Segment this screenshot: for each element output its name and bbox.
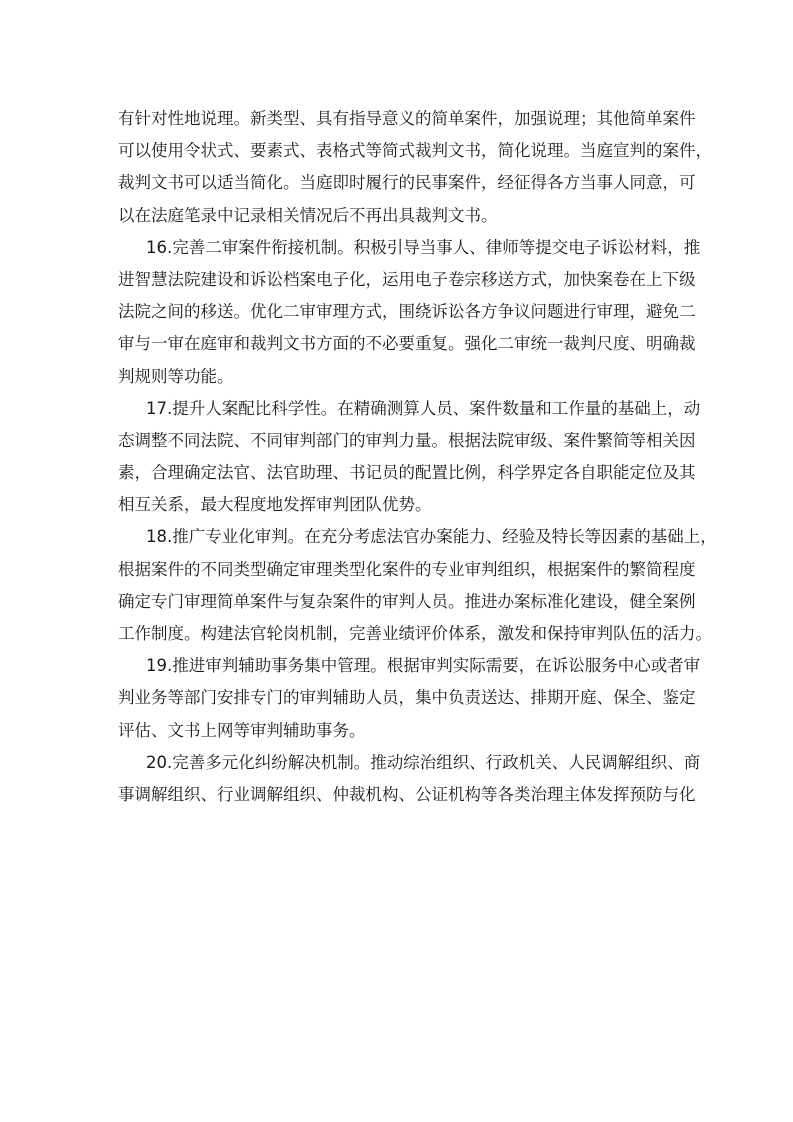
text-line: 相互关系，最大程度地发挥审判团队优势。 (118, 495, 432, 515)
text-line: 工作制度。构建法官轮岗机制，完善业绩评价体系，激发和保持审判队伍的活力。 (118, 624, 712, 643)
text-line: 进 智 慧 法 院 建 设 和 诉 讼 档 案 电 子 化 ， 运 用 电 子 卷 宗 移 送 方 式 ， 加 快 案 卷 在 上 下 级 (118, 269, 696, 289)
paragraph (118, 747, 701, 811)
paragraph (118, 393, 701, 522)
text-line: 事 调 解 组 织 、 行 业 调 解 组 织 、 仲 裁 机 构 、 公 证 机 构 等 各 类 治 理 主 体 发 挥 预 防 与 化 (118, 784, 696, 804)
text-line: 以在法庭笔录中记录相关情况后不再出具裁判文书。 (118, 205, 498, 225)
paragraph (118, 103, 712, 232)
text-line: 判 业 务 等 部 门 安 排 专 门 的 审 判 辅 助 人 员 ， 集 中 负 责 送 达 、 排 期 开 庭 、 保 全 、 鉴 定 (118, 688, 696, 708)
text-line: 1 6 . 完 善 二 审 案 件 衔 接 机 制 。 积 极 引 导 当 事 人 、 律 师 等 提 交 电 子 诉 讼 材 料 ， 推 (146, 237, 701, 257)
text-line: 确 定 专 门 审 理 简 单 案 件 与 复 杂 案 件 的 审 判 人 员 。 推 进 办 案 标 准 化 建 设 ， 健 全 案 例 (118, 591, 696, 611)
text-line: 根 据 案 件 的 不 同 类 型 确 定 审 理 类 型 化 案 件 的 专 业 审 判 组 织 ， 根 据 案 件 的 繁 简 程 度 (118, 559, 696, 579)
text-line: 2 0 . 完 善 多 元 化 纠 纷 解 决 机 制 。 推 动 综 治 组 织 、 行 政 机 关 、 人 民 调 解 组 织 、 商 (146, 752, 701, 772)
text-line: 评估、文书上网等审判辅助事务。 (118, 720, 366, 740)
text-line: 1 9 . 推 进 审 判 辅 助 事 务 集 中 管 理 。 根 据 审 判 实 际 需 要 ， 在 诉 讼 服 务 中 心 或 者 审 (146, 656, 701, 676)
text-line: 有 针 对 性 地 说 理 。 新 类 型 、 具 有 指 导 意 义 的 简 单 案 件 ， 加 强 说 理 ； 其 他 简 单 案 件 (118, 109, 696, 128)
text-line: 裁 判 文 书 可 以 适 当 简 化 。 当 庭 即 时 履 行 的 民 事 案 件 ， 经 征 得 各 方 当 事 人 同 意 ， 可 (118, 173, 696, 193)
text-line: 1 7 . 提 升 人 案 配 比 科 学 性 。 在 精 确 测 算 人 员 、 案 件 数 量 和 工 作 量 的 基 础 上 ， 动 (146, 398, 701, 418)
body-text (118, 103, 717, 811)
paragraph (118, 232, 701, 393)
text-line: 审 与 一 审 在 庭 审 和 裁 判 文 书 方 面 的 不 必 要 重 复 。 强 化 二 审 统 一 裁 判 尺 度 、 明 确 裁 (118, 334, 696, 354)
paragraph (118, 650, 701, 747)
text-line: 法 院 之 间 的 移 送 。 优 化 二 审 审 理 方 式 ， 围 绕 诉 讼 各 方 争 议 问 题 进 行 审 理 ， 避 免 二 (118, 302, 696, 322)
text-line: 判规则等功能。 (118, 366, 234, 386)
text-line: 素 ， 合 理 确 定 法 官 、 法 官 助 理 、 书 记 员 的 配 置 比 例 ， 科 学 界 定 各 自 职 能 定 位 及 其 (118, 463, 696, 483)
text-line: 1 8 . 推 广 专 业 化 审 判 。 在 充 分 考 虑 法 官 办 案 能 力 、 经 验 及 特 长 等 因 素 的 基 础 上 ， (146, 527, 717, 547)
text-line: 态 调 整 不 同 法 院 、 不 同 审 判 部 门 的 审 判 力 量 。 根 据 法 院 审 级 、 案 件 繁 简 等 相 关 因 (118, 430, 696, 450)
text-line: 可 以 使 用 令 状 式 、 要 素 式 、 表 格 式 等 简 式 裁 判 文 书 ， 简 化 说 理 。 当 庭 宣 判 的 案 件 ， (118, 141, 712, 161)
paragraph (118, 521, 717, 650)
